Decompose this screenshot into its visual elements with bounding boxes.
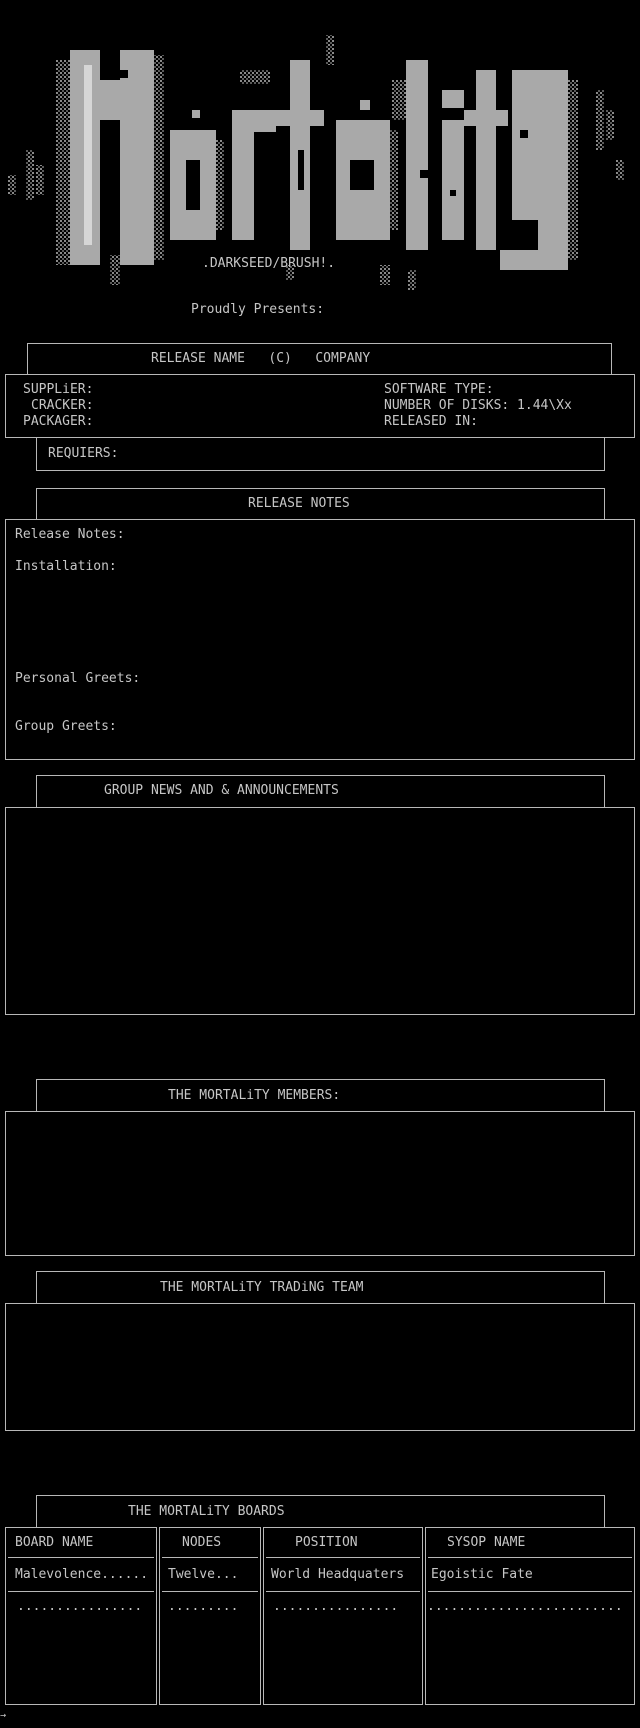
members-header-box xyxy=(36,1079,605,1111)
supplier-label: SUPPLiER: xyxy=(23,382,94,397)
boards-column-header: POSITION xyxy=(295,1535,358,1550)
board-cell: ................ xyxy=(17,1599,143,1614)
requires-box xyxy=(36,438,605,471)
boards-col-name xyxy=(5,1527,157,1705)
release-title: RELEASE NAME (C) COMPANY xyxy=(151,351,371,366)
board-cell: Twelve... xyxy=(168,1567,239,1582)
release-info-box xyxy=(5,374,635,438)
board-cell: Malevolence...... xyxy=(15,1567,149,1582)
software-type-label: SOFTWARE TYPE: xyxy=(384,382,494,397)
boards-header-box xyxy=(36,1495,605,1527)
boards-column-header: BOARD NAME xyxy=(15,1535,94,1550)
boards-col-nodes xyxy=(159,1527,261,1705)
logo-credit: .DARKSEED/BRUSH!. xyxy=(202,256,336,271)
board-cell: ......................... xyxy=(427,1599,623,1614)
trading-box xyxy=(5,1303,635,1431)
boards-column-header: NODES xyxy=(182,1535,222,1550)
trading-header: THE MORTALiTY TRADiNG TEAM xyxy=(160,1280,364,1295)
members-header: THE MORTALiTY MEMBERS: xyxy=(168,1088,341,1103)
logo-art xyxy=(0,0,640,300)
released-in-label: RELEASED IN: xyxy=(384,414,478,429)
notes-header-box xyxy=(36,488,605,519)
group-greets-label: Group Greets: xyxy=(15,719,117,734)
news-box xyxy=(5,807,635,1015)
boards-col-position xyxy=(263,1527,423,1705)
disks-label: NUMBER OF DISKS: 1.44\Xx xyxy=(384,398,572,413)
arrow-icon: → xyxy=(0,1710,7,1721)
news-header: GROUP NEWS AND & ANNOUNCEMENTS xyxy=(104,783,339,798)
notes-box xyxy=(5,519,635,760)
boards-table xyxy=(5,1527,635,1705)
presents-text: Proudly Presents: xyxy=(191,302,325,317)
board-cell: Egoistic Fate xyxy=(431,1567,533,1582)
trading-header-box xyxy=(36,1271,605,1303)
board-cell: ......... xyxy=(168,1599,239,1614)
board-cell: World Headquaters xyxy=(271,1567,405,1582)
release-title-box xyxy=(27,343,612,374)
members-box xyxy=(5,1111,635,1256)
cracker-label: CRACKER: xyxy=(31,398,94,413)
board-cell: ................ xyxy=(273,1599,399,1614)
packager-label: PACKAGER: xyxy=(23,414,94,429)
notes-header: RELEASE NOTES xyxy=(248,496,350,511)
requires-label: REQUIERS: xyxy=(48,446,119,461)
release-notes-label: Release Notes: xyxy=(15,527,125,542)
news-header-box xyxy=(36,775,605,807)
personal-greets-label: Personal Greets: xyxy=(15,671,141,686)
boards-column-header: SYSOP NAME xyxy=(447,1535,526,1550)
boards-header: THE MORTALiTY BOARDS xyxy=(128,1504,285,1519)
installation-label: Installation: xyxy=(15,559,117,574)
mortality-logo xyxy=(0,0,640,300)
boards-col-sysop xyxy=(425,1527,635,1705)
